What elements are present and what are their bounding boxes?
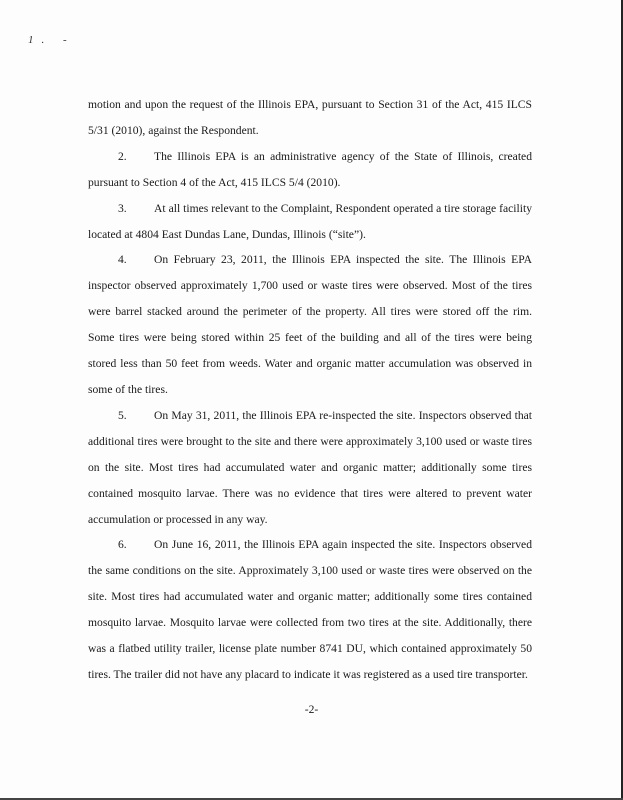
document-body xyxy=(88,92,532,688)
corner-scan-mark: 1. - xyxy=(28,34,75,46)
paragraph-number: 2. xyxy=(118,149,127,163)
paragraph-text: On June 16, 2011, the Illinois EPA again inspected the site. Inspectors observed the same conditions on the site. Approximately 3,100 used or waste tires were observed on the site. Most tires had accumulated water and organic matter; additionally some tires contained mosquito larvae. Mosquito larvae were collected from two tires at the site. Additionally, there was a flatbed utility trailer, license plate number 8741 DU, which contained approximately 50 tires. The trailer did not have any placard to indicate it was registered as a used tire transporter. xyxy=(88,538,532,681)
paragraph-3 xyxy=(88,196,532,248)
paragraph-text: The Illinois EPA is an administrative agency of the State of Illinois, created pursuant to Section 4 of the Act, 415 ILCS 5/4 (2010). xyxy=(88,149,532,189)
paragraph-number: 3. xyxy=(118,201,127,215)
paragraph-text: At all times relevant to the Complaint, Respondent operated a tire storage facility located at 4804 East Dundas Lane, Dundas, Illinois (“site”). xyxy=(88,201,532,241)
paragraph-4 xyxy=(88,247,532,402)
paragraph-text: On February 23, 2011, the Illinois EPA inspected the site. The Illinois EPA inspector observed approximately 1,700 used or waste tires were observed. Most of the tires were barrel stacked around the perimeter of the property. All tires were stored off the rim. Some tires were being stored within 25 feet of the building and all of the tires were being stored less than 50 feet from weeds. Water and organic matter accumulation was observed in some of the tires. xyxy=(88,253,532,396)
paragraph-5 xyxy=(88,403,532,533)
paragraph-number: 6. xyxy=(118,538,127,552)
paragraph-number: 5. xyxy=(118,408,127,422)
paragraph-2 xyxy=(88,144,532,196)
paragraph-text: On May 31, 2011, the Illinois EPA re-inspected the site. Inspectors observed that additional tires were brought to the site and there were approximately 3,100 used or waste tires on the site. Most tires had accumulated water and organic matter; additionally some tires contained mosquito larvae. There was no evidence that tires were altered to prevent water accumulation or processed in any way. xyxy=(88,408,532,526)
page-number: -2- xyxy=(304,703,319,716)
paragraph-number: 4. xyxy=(118,253,127,267)
continuation-paragraph: motion and upon the request of the Illinois EPA, pursuant to Section 31 of the Act, 415 ILCS 5/31 (2010), against the Respondent. xyxy=(88,98,532,137)
paragraph-6 xyxy=(88,532,532,687)
